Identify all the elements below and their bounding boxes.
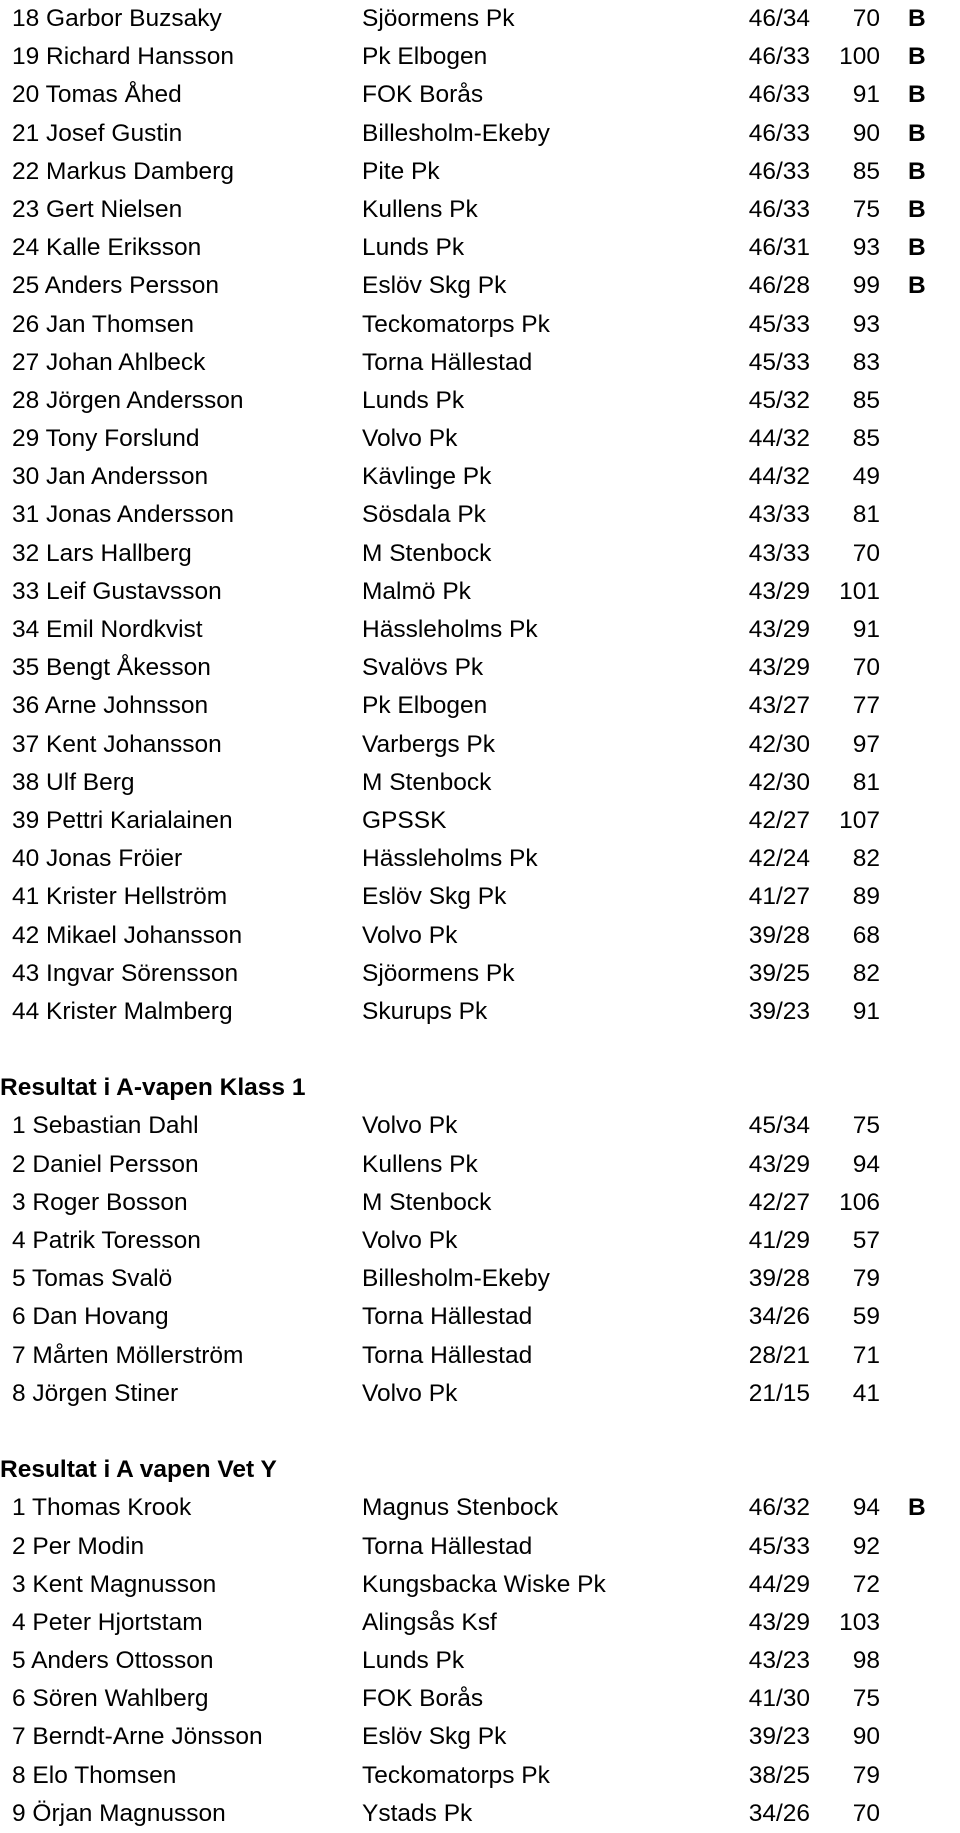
- competitor-name: 32 Lars Hallberg: [12, 539, 192, 567]
- points: 98: [852, 1647, 880, 1675]
- competitor-name: 19 Richard Hansson: [12, 43, 234, 71]
- points: 77: [852, 692, 880, 720]
- result-row: [0, 1566, 960, 1604]
- points: 59: [852, 1303, 880, 1331]
- points: 99: [852, 272, 880, 300]
- club-name: M Stenbock: [362, 1188, 492, 1216]
- score: 46/33: [748, 119, 810, 147]
- result-row: [0, 382, 960, 420]
- club-name: Volvo Pk: [362, 1379, 458, 1407]
- points: 81: [852, 501, 880, 529]
- score: 39/25: [748, 959, 810, 987]
- score: 44/32: [748, 425, 810, 453]
- competitor-name: 27 Johan Ahlbeck: [12, 348, 206, 376]
- points: 70: [852, 654, 880, 682]
- points: 70: [852, 5, 880, 32]
- club-name: Lunds Pk: [362, 1647, 465, 1675]
- result-row: [0, 840, 960, 878]
- club-name: Skurups Pk: [362, 997, 488, 1025]
- competitor-name: 9 Örjan Magnusson: [12, 1799, 226, 1827]
- result-row: [0, 1375, 960, 1413]
- competitor-name: 31 Jonas Andersson: [12, 501, 235, 529]
- club-name: Magnus Stenbock: [362, 1494, 559, 1522]
- club-name: Torna Hällestad: [362, 1303, 533, 1331]
- score: 46/28: [748, 272, 810, 300]
- club-name: Kävlinge Pk: [362, 463, 492, 491]
- result-row: [0, 115, 960, 153]
- result-row: [0, 191, 960, 229]
- result-row: [0, 1489, 960, 1527]
- club-name: Teckomatorps Pk: [362, 1761, 550, 1789]
- result-row: [0, 573, 960, 611]
- club-name: Lunds Pk: [362, 234, 465, 262]
- score: 44/32: [748, 463, 810, 491]
- club-name: Pk Elbogen: [362, 43, 488, 71]
- club-name: Eslöv Skg Pk: [362, 272, 507, 300]
- score: 38/25: [748, 1761, 810, 1789]
- section-heading: Resultat i A vapen Vet Y: [0, 1456, 277, 1484]
- competitor-name: 39 Pettri Karialainen: [12, 806, 233, 834]
- competitor-name: 36 Arne Johnsson: [12, 692, 209, 720]
- result-row: [0, 153, 960, 191]
- club-name: Lunds Pk: [362, 386, 465, 414]
- score: 43/29: [748, 616, 810, 643]
- result-row: [0, 802, 960, 840]
- result-row: [0, 955, 960, 993]
- club-name: Torna Hällestad: [362, 1532, 533, 1560]
- competitor-name: 4 Patrik Toresson: [12, 1227, 201, 1254]
- score: 39/23: [748, 1723, 810, 1751]
- score: 44/29: [748, 1570, 810, 1598]
- competitor-name: 34 Emil Nordkvist: [12, 616, 203, 643]
- club-name: Torna Hällestad: [362, 1341, 533, 1369]
- competitor-name: 3 Roger Bosson: [12, 1188, 188, 1216]
- result-row: [0, 1795, 960, 1833]
- score: 28/21: [748, 1341, 810, 1369]
- result-row: [0, 229, 960, 267]
- competitor-name: 1 Thomas Krook: [12, 1494, 192, 1522]
- competitor-name: 25 Anders Persson: [12, 272, 220, 300]
- badge-mark: B: [908, 43, 926, 71]
- club-name: Sjöormens Pk: [362, 5, 515, 32]
- points: 91: [852, 616, 880, 643]
- club-name: Volvo Pk: [362, 1112, 458, 1140]
- result-row: [0, 458, 960, 496]
- club-name: M Stenbock: [362, 768, 492, 796]
- club-name: Pk Elbogen: [362, 692, 488, 720]
- club-name: Hässleholms Pk: [362, 845, 538, 873]
- competitor-name: 4 Peter Hjortstam: [12, 1608, 203, 1636]
- result-row: [0, 1184, 960, 1222]
- club-name: GPSSK: [362, 806, 447, 834]
- competitor-name: 2 Daniel Persson: [12, 1150, 199, 1178]
- score: 39/23: [748, 997, 810, 1025]
- points: 72: [852, 1570, 880, 1598]
- score: 42/27: [748, 806, 810, 834]
- club-name: Pite Pk: [362, 157, 440, 185]
- club-name: Volvo Pk: [362, 1227, 458, 1254]
- club-name: Torna Hällestad: [362, 348, 533, 376]
- score: 41/30: [748, 1685, 810, 1713]
- result-row: [0, 993, 960, 1031]
- points: 75: [852, 1112, 880, 1140]
- result-row: [0, 38, 960, 76]
- points: 70: [852, 539, 880, 567]
- competitor-name: 43 Ingvar Sörensson: [12, 959, 239, 987]
- club-name: Eslöv Skg Pk: [362, 883, 507, 911]
- club-name: Eslöv Skg Pk: [362, 1723, 507, 1751]
- badge-mark: B: [908, 1494, 926, 1522]
- points: 107: [839, 806, 880, 834]
- points: 85: [852, 386, 880, 414]
- competitor-name: 30 Jan Andersson: [12, 463, 209, 491]
- points: 85: [852, 425, 880, 453]
- result-row: [0, 611, 960, 649]
- result-row: [0, 306, 960, 344]
- points: 101: [839, 577, 880, 605]
- score: 21/15: [748, 1379, 810, 1407]
- score: 43/33: [748, 539, 810, 567]
- score: 42/27: [748, 1188, 810, 1216]
- result-row: [0, 726, 960, 764]
- club-name: Sjöormens Pk: [362, 959, 515, 987]
- competitor-name: 37 Kent Johansson: [12, 730, 222, 758]
- result-row: [0, 1528, 960, 1566]
- points: 89: [852, 883, 880, 911]
- score: 45/33: [748, 310, 810, 338]
- result-row: [0, 535, 960, 573]
- section-spacer: [0, 1031, 960, 1069]
- score: 46/34: [748, 5, 810, 32]
- result-row: [0, 1604, 960, 1642]
- result-row: [0, 1680, 960, 1718]
- result-row: [0, 76, 960, 114]
- badge-mark: B: [908, 81, 926, 109]
- score: 41/29: [748, 1227, 810, 1254]
- points: 41: [852, 1379, 880, 1407]
- score: 43/29: [748, 654, 810, 682]
- competitor-name: 33 Leif Gustavsson: [12, 577, 222, 605]
- points: 68: [852, 921, 880, 949]
- score: 42/30: [748, 768, 810, 796]
- score: 43/29: [748, 577, 810, 605]
- score: 43/29: [748, 1150, 810, 1178]
- result-row: [0, 1642, 960, 1680]
- result-row: [0, 1298, 960, 1336]
- competitor-name: 6 Sören Wahlberg: [12, 1685, 209, 1713]
- points: 75: [852, 195, 880, 223]
- club-name: Billesholm-Ekeby: [362, 1265, 550, 1293]
- result-row: [0, 1107, 960, 1145]
- badge-mark: B: [908, 234, 926, 262]
- score: 45/32: [748, 386, 810, 414]
- club-name: M Stenbock: [362, 539, 492, 567]
- score: 45/33: [748, 348, 810, 376]
- points: 82: [852, 845, 880, 873]
- competitor-name: 8 Elo Thomsen: [12, 1761, 177, 1789]
- competitor-name: 22 Markus Damberg: [12, 157, 234, 185]
- result-row: [0, 1718, 960, 1756]
- club-name: FOK Borås: [362, 81, 484, 109]
- competitor-name: 6 Dan Hovang: [12, 1303, 169, 1331]
- competitor-name: 42 Mikael Johansson: [12, 921, 243, 949]
- points: 93: [852, 310, 880, 338]
- club-name: Volvo Pk: [362, 921, 458, 949]
- result-row: [0, 267, 960, 305]
- score: 45/33: [748, 1532, 810, 1560]
- competitor-name: 1 Sebastian Dahl: [12, 1112, 199, 1140]
- points: 90: [852, 1723, 880, 1751]
- badge-mark: B: [908, 272, 926, 300]
- club-name: Billesholm-Ekeby: [362, 119, 550, 147]
- points: 91: [852, 997, 880, 1025]
- result-row: [0, 1260, 960, 1298]
- club-name: Hässleholms Pk: [362, 616, 538, 643]
- result-row: [0, 1146, 960, 1184]
- score: 43/27: [748, 692, 810, 720]
- score: 46/31: [748, 234, 810, 262]
- score: 46/33: [748, 195, 810, 223]
- competitor-name: 3 Kent Magnusson: [12, 1570, 217, 1598]
- badge-mark: B: [908, 5, 926, 32]
- club-name: Kullens Pk: [362, 195, 478, 223]
- points: 97: [852, 730, 880, 758]
- score: 46/33: [748, 157, 810, 185]
- result-row: [0, 344, 960, 382]
- points: 49: [852, 463, 880, 491]
- club-name: FOK Borås: [362, 1685, 484, 1713]
- points: 90: [852, 119, 880, 147]
- competitor-name: 5 Tomas Svalö: [12, 1265, 173, 1293]
- points: 91: [852, 81, 880, 109]
- competitor-name: 7 Mårten Möllerström: [12, 1341, 244, 1369]
- score: 43/23: [748, 1647, 810, 1675]
- competitor-name: 23 Gert Nielsen: [12, 195, 183, 223]
- score: 34/26: [748, 1799, 810, 1827]
- points: 81: [852, 768, 880, 796]
- result-row: [0, 917, 960, 955]
- result-row: [0, 1337, 960, 1375]
- score: 42/30: [748, 730, 810, 758]
- badge-mark: B: [908, 119, 926, 147]
- badge-mark: B: [908, 157, 926, 185]
- competitor-name: 18 Garbor Buzsaky: [12, 5, 222, 32]
- points: 94: [852, 1150, 880, 1178]
- score: 39/28: [748, 1265, 810, 1293]
- competitor-name: 20 Tomas Åhed: [12, 81, 182, 109]
- competitor-name: 21 Josef Gustin: [12, 119, 183, 147]
- result-row: [0, 878, 960, 916]
- club-name: Varbergs Pk: [362, 730, 495, 758]
- score: 46/33: [748, 43, 810, 71]
- competitor-name: 38 Ulf Berg: [12, 768, 135, 796]
- score: 39/28: [748, 921, 810, 949]
- score: 42/24: [748, 845, 810, 873]
- score: 46/33: [748, 81, 810, 109]
- badge-mark: B: [908, 195, 926, 223]
- club-name: Svalövs Pk: [362, 654, 484, 682]
- competitor-name: 8 Jörgen Stiner: [12, 1379, 179, 1407]
- competitor-name: 28 Jörgen Andersson: [12, 386, 244, 414]
- result-row: [0, 420, 960, 458]
- points: 71: [852, 1341, 880, 1369]
- points: 94: [852, 1494, 880, 1522]
- points: 100: [839, 43, 880, 71]
- points: 70: [852, 1799, 880, 1827]
- competitor-name: 5 Anders Ottosson: [12, 1647, 214, 1675]
- competitor-name: 35 Bengt Åkesson: [12, 654, 211, 682]
- competitor-name: 41 Krister Hellström: [12, 883, 228, 911]
- result-row: [0, 496, 960, 534]
- points: 85: [852, 157, 880, 185]
- result-row: [0, 1222, 960, 1260]
- competitor-name: 40 Jonas Fröier: [12, 845, 183, 873]
- points: 106: [839, 1188, 880, 1216]
- section-heading: Resultat i A-vapen Klass 1: [0, 1074, 306, 1102]
- points: 79: [852, 1265, 880, 1293]
- points: 92: [852, 1532, 880, 1560]
- points: 93: [852, 234, 880, 262]
- score: 43/33: [748, 501, 810, 529]
- score: 34/26: [748, 1303, 810, 1331]
- club-name: Malmö Pk: [362, 577, 471, 605]
- score: 43/29: [748, 1608, 810, 1636]
- club-name: Alingsås Ksf: [362, 1608, 497, 1636]
- club-name: Kullens Pk: [362, 1150, 478, 1178]
- points: 82: [852, 959, 880, 987]
- club-name: Volvo Pk: [362, 425, 458, 453]
- score: 41/27: [748, 883, 810, 911]
- points: 103: [839, 1608, 880, 1636]
- points: 57: [852, 1227, 880, 1254]
- points: 75: [852, 1685, 880, 1713]
- result-row: [0, 649, 960, 687]
- result-row: [0, 687, 960, 725]
- club-name: Sösdala Pk: [362, 501, 486, 529]
- club-name: Ystads Pk: [362, 1799, 473, 1827]
- section-spacer: [0, 1413, 960, 1451]
- competitor-name: 24 Kalle Eriksson: [12, 234, 202, 262]
- club-name: Teckomatorps Pk: [362, 310, 550, 338]
- score: 45/34: [748, 1112, 810, 1140]
- result-row: [0, 0, 960, 38]
- result-row: [0, 1757, 960, 1795]
- club-name: Kungsbacka Wiske Pk: [362, 1570, 606, 1598]
- points: 79: [852, 1761, 880, 1789]
- competitor-name: 26 Jan Thomsen: [12, 310, 195, 338]
- points: 83: [852, 348, 880, 376]
- competitor-name: 44 Krister Malmberg: [12, 997, 233, 1025]
- competitor-name: 7 Berndt-Arne Jönsson: [12, 1723, 263, 1751]
- competitor-name: 29 Tony Forslund: [12, 425, 200, 453]
- score: 46/32: [748, 1494, 810, 1522]
- competitor-name: 2 Per Modin: [12, 1532, 145, 1560]
- result-row: [0, 764, 960, 802]
